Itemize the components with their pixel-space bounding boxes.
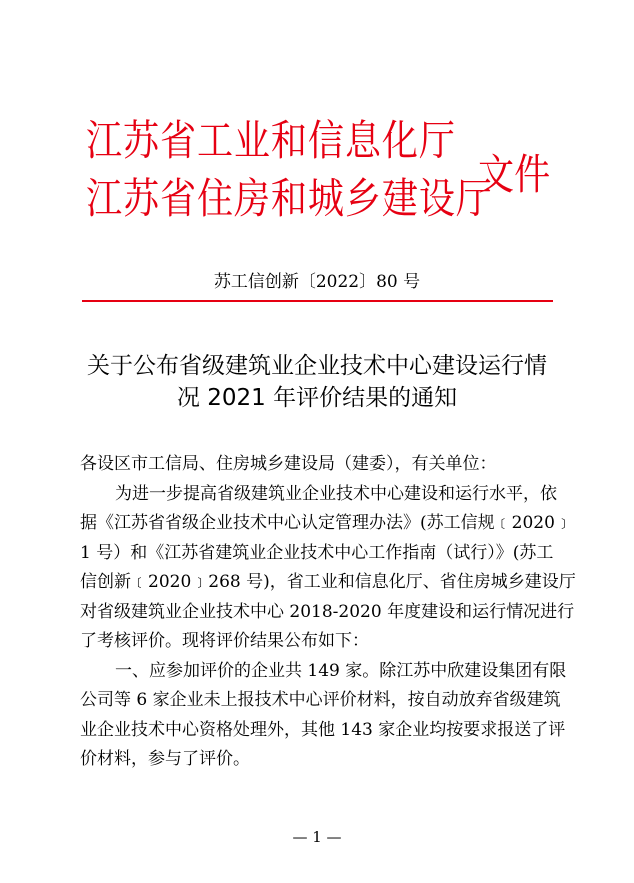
paragraph-1-line: 据《江苏省省级企业技术中心认定管理办法》(苏工信规﹝2020﹞	[80, 513, 572, 533]
issuer-housing-department: 江苏省住房和城乡建设厅	[86, 174, 493, 223]
paragraph-2-line: 公司等 6 家企业未上报技术中心评价材料，按自动放弃省级建筑	[80, 690, 561, 710]
title-line-1: 关于公布省级建筑业企业技术中心建设运行情	[87, 353, 547, 379]
document-type-label: 文件	[478, 150, 551, 199]
paragraph-1-line: 信创新﹝2020﹞268 号)，省工业和信息化厅、省住房城乡建设厅	[80, 572, 576, 592]
paragraph-2-line: 业企业技术中心资格处理外，其他 143 家企业均按要求报送了评	[80, 719, 566, 740]
document-number: 苏工信创新〔2022〕80 号	[213, 272, 421, 292]
red-divider-line	[82, 300, 553, 302]
document-body	[80, 450, 576, 775]
paragraph-1-line: 了考核评价。现将评价结果公布如下：	[80, 631, 369, 651]
title-line-2: 况 2021 年评价结果的通知	[176, 385, 458, 411]
document-title	[70, 350, 564, 414]
paragraph-1-line: 1 号）和《江苏省建筑业企业技术中心工作指南（试行）》(苏工	[80, 542, 554, 563]
page-number: — 1 —	[292, 828, 342, 846]
issuer-industry-department: 江苏省工业和信息化厅	[86, 116, 456, 165]
paragraph-2-line: 一、应参加评价的企业共 149 家。除江苏中欣建设集团有限	[115, 660, 567, 681]
paragraph-1-line: 对省级建筑业企业技术中心 2018-2020 年度建设和运行情况进行	[80, 601, 575, 622]
salutation: 各设区市工信局、住房城乡建设局（建委），有关单位：	[80, 454, 497, 474]
paragraph-2-line: 价材料，参与了评价。	[80, 749, 250, 769]
paragraph-1-line: 为进一步提高省级建筑业企业技术中心建设和运行水平，依	[115, 483, 557, 504]
issuing-organizations	[86, 112, 493, 228]
